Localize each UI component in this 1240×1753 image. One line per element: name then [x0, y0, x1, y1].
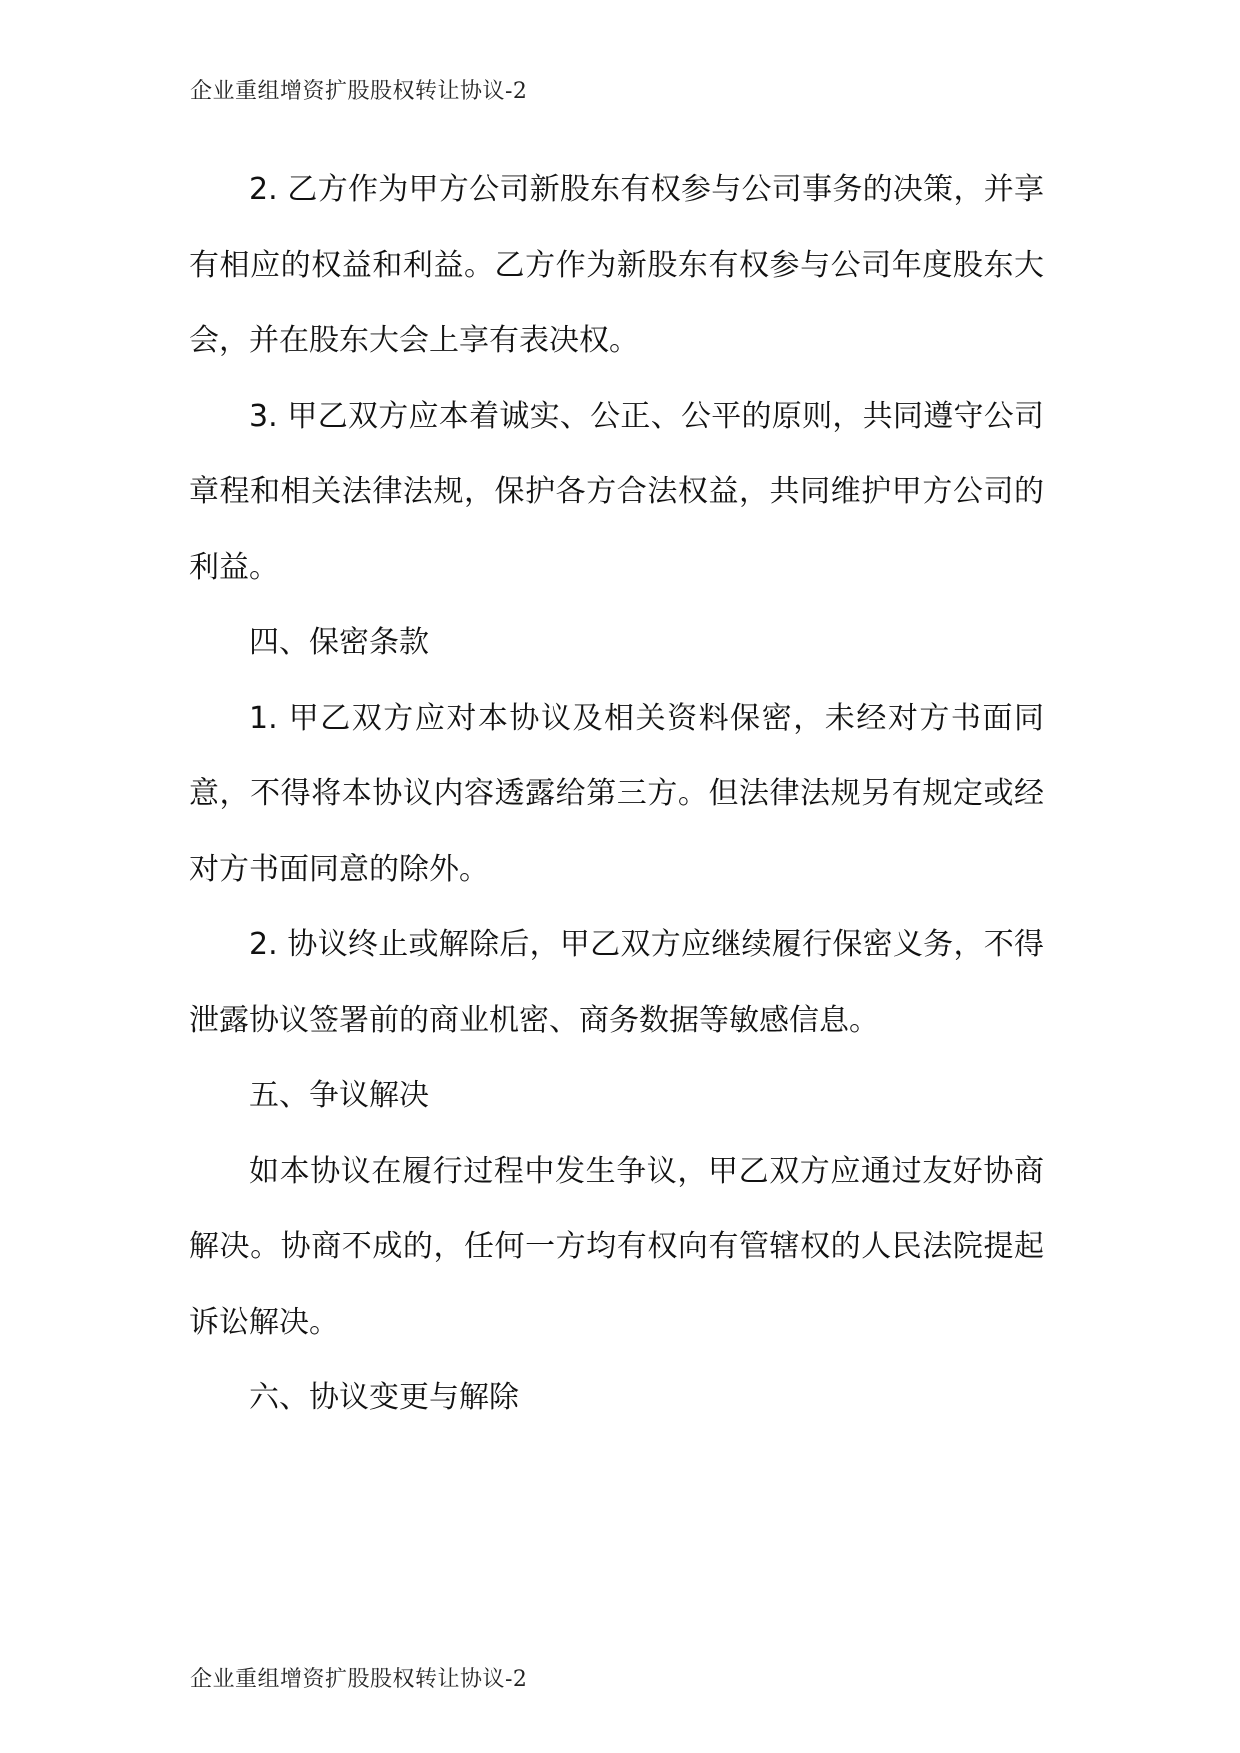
clause-2-paragraph: 2. 乙方作为甲方公司新股东有权参与公司事务的决策，并享有相应的权益和利益。乙方作为新股东有权参与公司年度股东大会，并在股东大会上享有表决权。: [189, 172, 1044, 358]
section-heading-dispute-resolution: 五、争议解决: [249, 1078, 429, 1113]
dispute-resolution-paragraph: 如本协议在履行过程中发生争议，甲乙双方应通过友好协商解决。协商不成的，任何一方均有权向有管辖权的人民法院提起诉讼解决。: [189, 1153, 1044, 1340]
confidentiality-clause-1: 1. 甲乙双方应对本协议及相关资料保密，未经对方书面同意，不得将本协议内容透露给第三方。但法律法规另有规定或经对方书面同意的除外。: [189, 700, 1044, 887]
confidentiality-clause-2: 2. 协议终止或解除后，甲乙双方应继续履行保密义务，不得泄露协议签署前的商业机密、商务数据等敏感信息。: [189, 927, 1044, 1038]
section-heading-amendment-termination: 六、协议变更与解除: [249, 1380, 519, 1415]
clause-3-paragraph: 3. 甲乙双方应本着诚实、公正、公平的原则，共同遵守公司章程和相关法律法规，保护各方合法权益，共同维护甲方公司的利益。: [189, 398, 1044, 585]
section-heading-confidentiality: 四、保密条款: [249, 625, 429, 660]
page-header: 企业重组增资扩股股权转让协议-2: [190, 79, 528, 104]
document-body: [189, 152, 1044, 1436]
page-footer: 企业重组增资扩股股权转让协议-2: [190, 1667, 528, 1692]
